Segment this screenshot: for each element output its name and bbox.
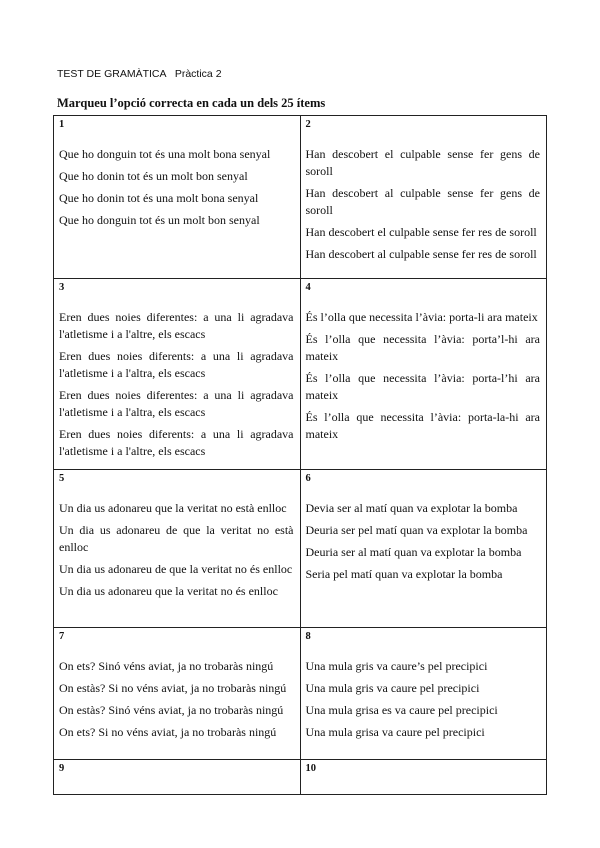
item-cell xyxy=(300,760,547,795)
item-option[interactable]: Seria pel matí quan va explotar la bomba xyxy=(305,567,503,581)
item-option[interactable]: On ets? Sinó véns aviat, ja no trobaràs ningú xyxy=(59,659,274,673)
item-cell xyxy=(54,470,301,628)
item-number: 1 xyxy=(59,119,65,130)
item-option[interactable]: Han descobert el culpable sense fer res de soroll xyxy=(305,225,537,239)
item-option[interactable]: Eren dues noies diferentes: a una li agradava l'atletisme i a l'altra, els escacs xyxy=(59,388,294,419)
item-option[interactable]: Que ho donguin tot és un molt bon senyal xyxy=(59,213,260,227)
item-number: 6 xyxy=(305,473,311,484)
item-option[interactable]: On ets? Si no véns aviat, ja no trobaràs ningú xyxy=(59,725,277,739)
item-option[interactable]: Un dia us adonareu de que la veritat no està enlloc xyxy=(59,523,294,554)
item-cell xyxy=(300,470,547,628)
item-number: 8 xyxy=(305,631,311,642)
item-cell xyxy=(54,760,301,795)
item-option[interactable]: Que ho donin tot és un molt bon senyal xyxy=(59,169,248,183)
instructions: Marqueu l’opció correcta en cada un dels 25 ítems xyxy=(57,96,326,110)
item-number: 5 xyxy=(59,473,65,484)
item-option[interactable]: Que ho donin tot és una molt bona senyal xyxy=(59,191,259,205)
item-cell xyxy=(54,279,301,470)
item-option[interactable]: Un dia us adonareu de que la veritat no és enlloc xyxy=(59,562,293,576)
item-option[interactable]: Han descobert al culpable sense fer res de soroll xyxy=(305,247,537,261)
item-option[interactable]: Eren dues noies diferents: a una li agradava l'atletisme i a l'altra, els escacs xyxy=(59,349,294,380)
item-option[interactable]: Han descobert el culpable sense fer gens de soroll xyxy=(305,147,540,178)
item-option[interactable]: On estàs? Sinó véns aviat, ja no trobaràs ningú xyxy=(59,703,284,717)
item-number: 10 xyxy=(305,763,316,774)
item-option[interactable]: És l’olla que necessita l’àvia: porta-la-hi ara mateix xyxy=(305,410,540,441)
table-row xyxy=(54,628,547,760)
item-option[interactable]: És l’olla que necessita l’àvia: porta-li ara mateix xyxy=(305,310,538,324)
item-cell xyxy=(300,628,547,760)
item-option[interactable]: Una mula gris va caure pel precipici xyxy=(305,681,480,695)
item-number: 2 xyxy=(305,119,311,130)
item-option[interactable]: És l’olla que necessita l’àvia: porta’l-hi ara mateix xyxy=(305,332,540,363)
item-cell xyxy=(300,279,547,470)
page-title xyxy=(57,68,222,80)
table-row xyxy=(54,279,547,470)
item-option[interactable]: Eren dues noies diferents: a una li agradava l'atletisme i a l'altre, els escacs xyxy=(59,427,294,458)
item-option[interactable]: Devia ser al matí quan va explotar la bomba xyxy=(305,501,518,515)
item-option[interactable]: Un dia us adonareu que la veritat no està enlloc xyxy=(59,501,287,515)
item-option[interactable]: Deuria ser pel matí quan va explotar la bomba xyxy=(305,523,528,537)
item-option[interactable]: Deuria ser al matí quan va explotar la bomba xyxy=(305,545,522,559)
table-row xyxy=(54,116,547,279)
item-cell xyxy=(300,116,547,279)
item-option[interactable]: Que ho donguin tot és una molt bona senyal xyxy=(59,147,271,161)
item-number: 7 xyxy=(59,631,65,642)
item-number: 9 xyxy=(59,763,65,774)
item-option[interactable]: On estàs? Si no véns aviat, ja no trobaràs ningú xyxy=(59,681,287,695)
item-option[interactable]: Una mula gris va caure’s pel precipici xyxy=(305,659,488,673)
item-cell xyxy=(54,116,301,279)
test-title: TEST DE GRAMÀTICA xyxy=(57,68,166,80)
table-row xyxy=(54,470,547,628)
item-number: 4 xyxy=(305,282,311,293)
item-option[interactable]: Un dia us adonareu que la veritat no és enlloc xyxy=(59,584,278,598)
table-row xyxy=(54,760,547,795)
items-table xyxy=(53,115,547,795)
item-option[interactable]: Una mula grisa es va caure pel precipici xyxy=(305,703,498,717)
item-option[interactable]: Una mula grisa va caure pel precipici xyxy=(305,725,485,739)
item-number: 3 xyxy=(59,282,65,293)
practice-label: Pràctica 2 xyxy=(174,68,222,80)
item-cell xyxy=(54,628,301,760)
item-option[interactable]: És l’olla que necessita l’àvia: porta-l’hi ara mateix xyxy=(305,371,540,402)
item-option[interactable]: Han descobert al culpable sense fer gens de soroll xyxy=(305,186,540,217)
item-option[interactable]: Eren dues noies diferentes: a una li agradava l'atletisme i a l'altre, els escacs xyxy=(59,310,294,341)
